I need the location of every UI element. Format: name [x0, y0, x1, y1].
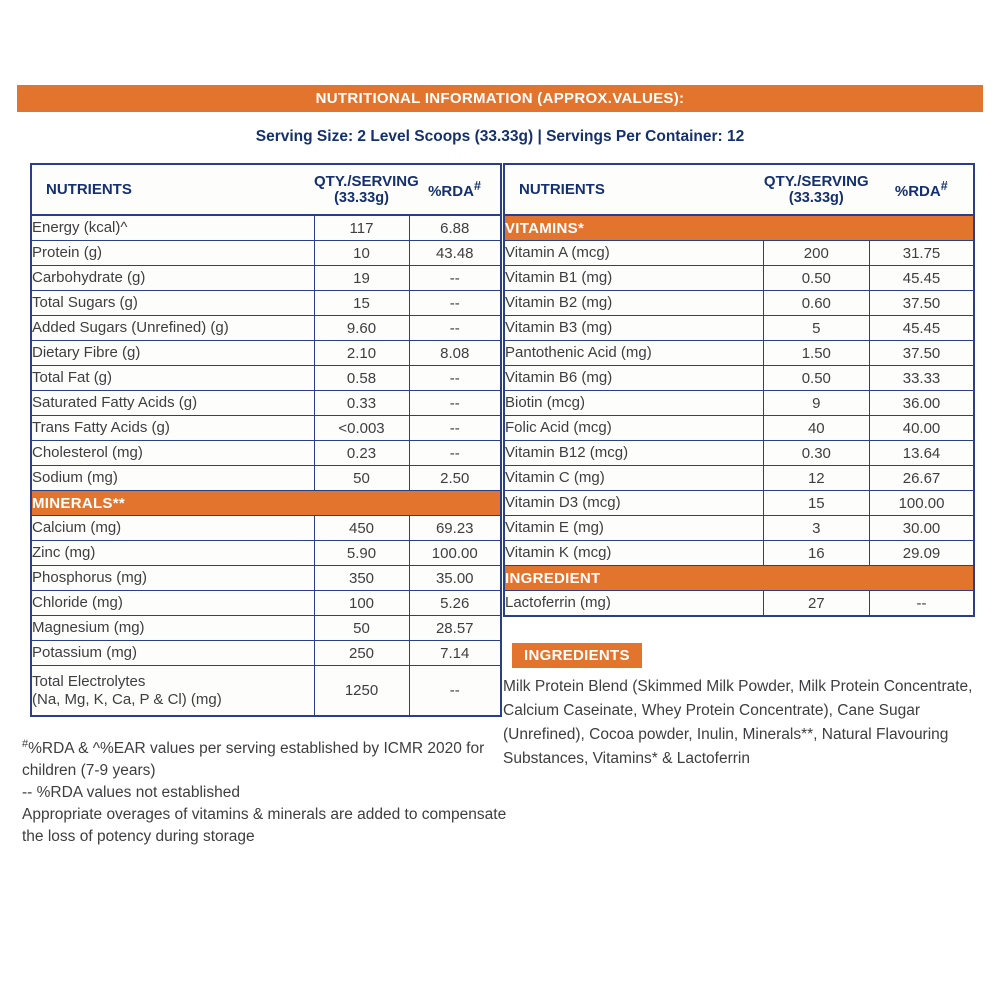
nutrient-name: Vitamin B2 (mg)	[504, 291, 763, 316]
rda-percent-value: 100.00	[409, 541, 501, 566]
qty-per-serving-value: 40	[763, 416, 869, 441]
table-row	[31, 466, 501, 491]
table-row	[31, 266, 501, 291]
qty-per-serving-value: 16	[763, 541, 869, 566]
table-row	[31, 441, 501, 466]
nutrient-name: Biotin (mcg)	[504, 391, 763, 416]
rda-percent-value: 6.88	[409, 215, 501, 241]
nutrient-name: Dietary Fibre (g)	[31, 341, 314, 366]
table-row	[31, 341, 501, 366]
right-column	[503, 163, 975, 771]
rda-percent-value: 29.09	[870, 541, 974, 566]
qty-per-serving-value: 9	[763, 391, 869, 416]
ingredients-badge: INGREDIENTS	[512, 643, 642, 668]
nutrient-name: Cholesterol (mg)	[31, 441, 314, 466]
nutrient-name: Vitamin K (mcg)	[504, 541, 763, 566]
qty-per-serving-value: 0.30	[763, 441, 869, 466]
section-header-row	[31, 491, 501, 516]
qty-per-serving-value: 15	[314, 291, 409, 316]
table-row	[504, 291, 974, 316]
qty-per-serving-value: 50	[314, 466, 409, 491]
table-header-row	[31, 164, 501, 215]
section-label: INGREDIENT	[504, 566, 974, 591]
rda-percent-value: 26.67	[870, 466, 974, 491]
nutrient-name: Vitamin C (mg)	[504, 466, 763, 491]
rda-percent-value: 35.00	[409, 566, 501, 591]
qty-per-serving-value: 3	[763, 516, 869, 541]
left-column	[22, 163, 507, 848]
qty-per-serving-value: 12	[763, 466, 869, 491]
rda-percent-value: 2.50	[409, 466, 501, 491]
nutrient-name: Saturated Fatty Acids (g)	[31, 391, 314, 416]
rda-percent-value: --	[409, 416, 501, 441]
nutrient-name: Trans Fatty Acids (g)	[31, 416, 314, 441]
nutrient-name: Vitamin B6 (mg)	[504, 366, 763, 391]
qty-per-serving-value: 10	[314, 241, 409, 266]
ingredients-section	[503, 643, 975, 771]
rda-percent-value: 37.50	[870, 341, 974, 366]
table-row	[504, 241, 974, 266]
nutrient-name: Total Electrolytes (Na, Mg, K, Ca, P & Cl) (mg)	[31, 666, 314, 717]
section-header-row	[504, 566, 974, 591]
rda-percent-value: 28.57	[409, 616, 501, 641]
col-header-qty: QTY./SERVING (33.33g)	[314, 164, 409, 215]
table-row	[31, 241, 501, 266]
rda-percent-value: 31.75	[870, 241, 974, 266]
nutrient-name: Vitamin B3 (mg)	[504, 316, 763, 341]
table-row	[31, 591, 501, 616]
qty-per-serving-value: 1250	[314, 666, 409, 717]
rda-percent-value: 100.00	[870, 491, 974, 516]
rda-percent-value: 36.00	[870, 391, 974, 416]
section-label: VITAMINS*	[504, 215, 974, 241]
col-header-rda: %RDA#	[870, 164, 974, 215]
nutrient-name: Vitamin B1 (mg)	[504, 266, 763, 291]
nutrient-name: Chloride (mg)	[31, 591, 314, 616]
qty-per-serving-value: 2.10	[314, 341, 409, 366]
qty-per-serving-value: 50	[314, 616, 409, 641]
nutrient-name: Sodium (mg)	[31, 466, 314, 491]
nutrition-info-title-bar	[17, 85, 983, 112]
qty-per-serving-value: 0.60	[763, 291, 869, 316]
col-header-nutrients: NUTRIENTS	[31, 164, 314, 215]
table-row	[31, 291, 501, 316]
nutrient-name: Vitamin E (mg)	[504, 516, 763, 541]
table-row	[31, 666, 501, 717]
table-row	[31, 215, 501, 241]
col-header-qty: QTY./SERVING (33.33g)	[763, 164, 869, 215]
nutrient-name: Vitamin B12 (mcg)	[504, 441, 763, 466]
nutrient-name: Added Sugars (Unrefined) (g)	[31, 316, 314, 341]
rda-percent-value: --	[409, 291, 501, 316]
table-row	[504, 366, 974, 391]
rda-percent-value: 69.23	[409, 516, 501, 541]
footnote-rda-ear: #%RDA & ^%EAR values per serving established by ICMR 2020 for children (7-9 years)	[22, 738, 485, 780]
nutrient-name: Pantothenic Acid (mg)	[504, 341, 763, 366]
nutrition-info-title: NUTRITIONAL INFORMATION (APPROX.VALUES):	[315, 90, 685, 107]
rda-percent-value: 13.64	[870, 441, 974, 466]
rda-percent-value: --	[409, 316, 501, 341]
table-row	[504, 416, 974, 441]
nutrient-name: Carbohydrate (g)	[31, 266, 314, 291]
qty-per-serving-value: 450	[314, 516, 409, 541]
qty-per-serving-value: 100	[314, 591, 409, 616]
footnotes	[22, 733, 518, 848]
table-row	[31, 641, 501, 666]
rda-percent-value: --	[409, 391, 501, 416]
rda-percent-value: --	[409, 666, 501, 717]
table-row	[504, 316, 974, 341]
footnote-overages: Appropriate overages of vitamins & minerals are added to compensate the loss of potency during storage	[22, 806, 507, 846]
nutrient-name: Vitamin D3 (mcg)	[504, 491, 763, 516]
table-row	[504, 441, 974, 466]
qty-per-serving-value: 0.23	[314, 441, 409, 466]
rda-percent-value: 5.26	[409, 591, 501, 616]
col-header-nutrients: NUTRIENTS	[504, 164, 763, 215]
nutrient-name: Total Sugars (g)	[31, 291, 314, 316]
qty-per-serving-value: 19	[314, 266, 409, 291]
nutrition-tables	[22, 163, 976, 848]
nutrients-table-right	[503, 163, 975, 617]
rda-percent-value: 45.45	[870, 316, 974, 341]
serving-info: Serving Size: 2 Level Scoops (33.33g) | Servings Per Container: 12	[255, 128, 745, 145]
rda-percent-value: --	[409, 441, 501, 466]
rda-percent-value: 37.50	[870, 291, 974, 316]
qty-per-serving-value: 15	[763, 491, 869, 516]
rda-percent-value: 30.00	[870, 516, 974, 541]
section-label: MINERALS**	[31, 491, 501, 516]
rda-percent-value: 43.48	[409, 241, 501, 266]
nutrient-name: Zinc (mg)	[31, 541, 314, 566]
table-row	[504, 266, 974, 291]
nutrients-table-left	[30, 163, 502, 717]
rda-percent-value: 8.08	[409, 341, 501, 366]
nutrient-name: Total Fat (g)	[31, 366, 314, 391]
qty-per-serving-value: 27	[763, 591, 869, 617]
table-row	[504, 466, 974, 491]
rda-percent-value: 7.14	[409, 641, 501, 666]
table-row	[504, 491, 974, 516]
qty-per-serving-value: 200	[763, 241, 869, 266]
nutrient-name: Vitamin A (mcg)	[504, 241, 763, 266]
section-header-row	[504, 215, 974, 241]
rda-percent-value: 40.00	[870, 416, 974, 441]
nutrient-name: Magnesium (mg)	[31, 616, 314, 641]
qty-per-serving-value: 0.50	[763, 266, 869, 291]
nutrient-name: Protein (g)	[31, 241, 314, 266]
table-row	[504, 541, 974, 566]
nutrient-name: Lactoferrin (mg)	[504, 591, 763, 617]
table-row	[31, 391, 501, 416]
rda-percent-value: --	[409, 266, 501, 291]
nutrient-name: Folic Acid (mcg)	[504, 416, 763, 441]
nutrient-name: Energy (kcal)^	[31, 215, 314, 241]
qty-per-serving-value: 1.50	[763, 341, 869, 366]
table-header-row	[504, 164, 974, 215]
rda-percent-value: 33.33	[870, 366, 974, 391]
qty-per-serving-value: 0.58	[314, 366, 409, 391]
col-header-rda: %RDA#	[409, 164, 501, 215]
ingredients-text: Milk Protein Blend (Skimmed Milk Powder, Milk Protein Concentrate, Calcium Caseinate, Whey Protein Concentrate), Cane Sugar (Unrefined), Cocoa powder, Inulin, Minerals**, Natural Flavouring Substances, Vitamins* & Lactoferrin	[503, 678, 973, 767]
table-row	[504, 591, 974, 617]
table-row	[31, 316, 501, 341]
qty-per-serving-value: <0.003	[314, 416, 409, 441]
qty-per-serving-value: 9.60	[314, 316, 409, 341]
qty-per-serving-value: 250	[314, 641, 409, 666]
qty-per-serving-value: 5.90	[314, 541, 409, 566]
qty-per-serving-value: 350	[314, 566, 409, 591]
rda-percent-value: --	[870, 591, 974, 617]
qty-per-serving-value: 0.33	[314, 391, 409, 416]
table-row	[31, 516, 501, 541]
table-row	[31, 416, 501, 441]
rda-percent-value: --	[409, 366, 501, 391]
table-row	[504, 516, 974, 541]
qty-per-serving-value: 5	[763, 316, 869, 341]
table-row	[504, 341, 974, 366]
footnote-rda-not-established: -- %RDA values not established	[22, 784, 240, 802]
rda-percent-value: 45.45	[870, 266, 974, 291]
table-row	[504, 391, 974, 416]
table-row	[31, 566, 501, 591]
nutrient-name: Potassium (mg)	[31, 641, 314, 666]
table-row	[31, 366, 501, 391]
nutrient-name: Phosphorus (mg)	[31, 566, 314, 591]
table-row	[31, 616, 501, 641]
qty-per-serving-value: 117	[314, 215, 409, 241]
table-row	[31, 541, 501, 566]
qty-per-serving-value: 0.50	[763, 366, 869, 391]
nutrient-name: Calcium (mg)	[31, 516, 314, 541]
